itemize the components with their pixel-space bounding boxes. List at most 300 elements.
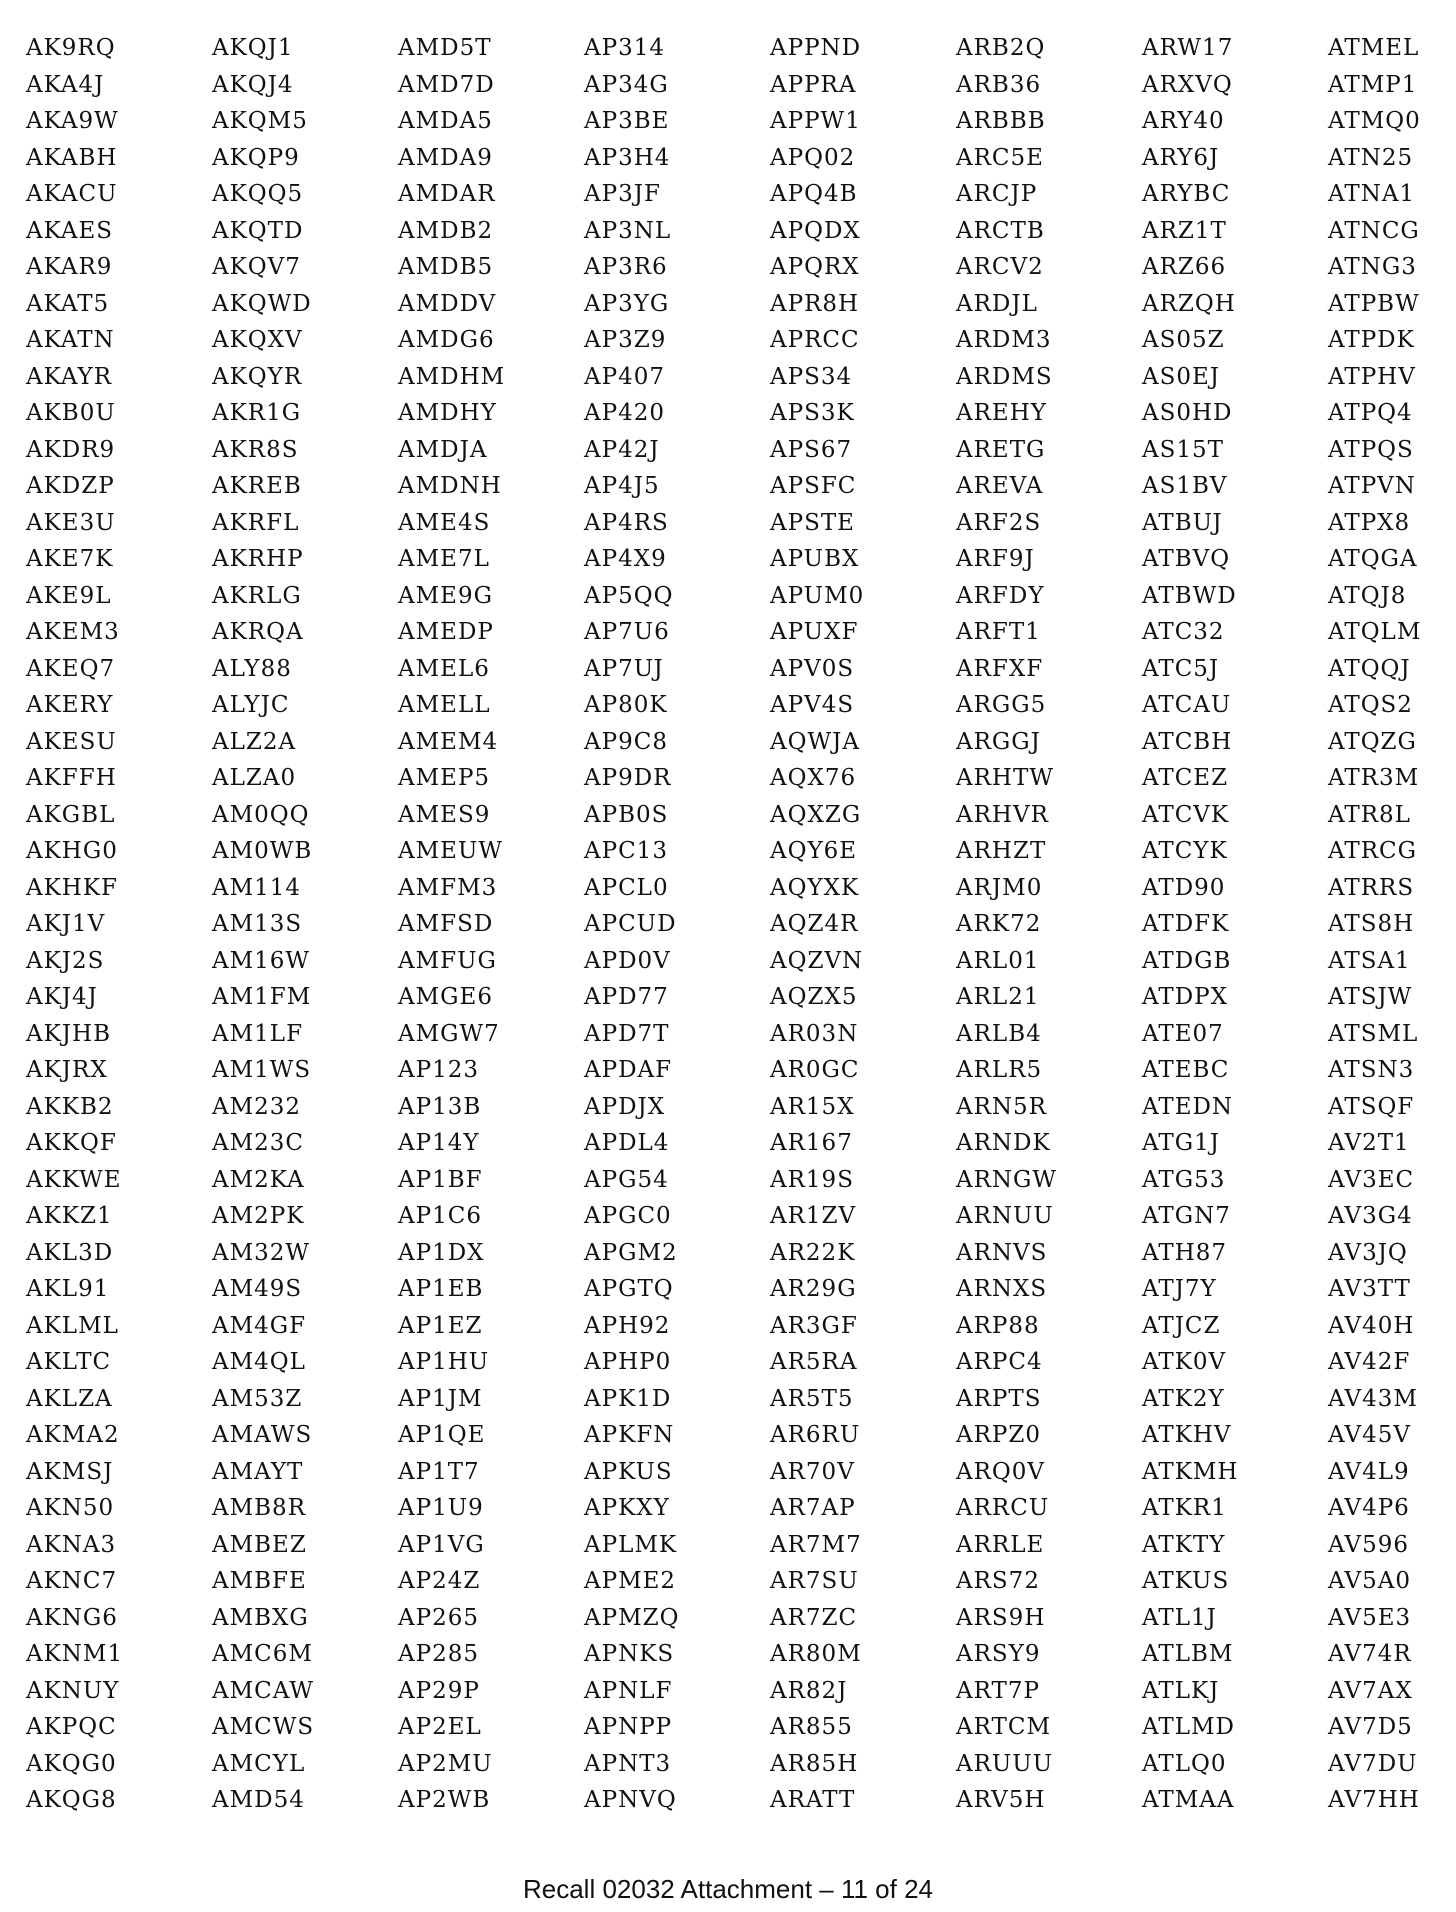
code-cell: ARS9H: [956, 1604, 1046, 1631]
code-cell: AKDR9: [26, 436, 116, 463]
code-cell: AKJHB: [26, 1020, 111, 1047]
code-cell: AP1EB: [398, 1276, 484, 1302]
code-cell: AM114: [212, 874, 302, 901]
code-cell: AMDAR: [398, 181, 496, 207]
code-cell: AKR1G: [212, 400, 302, 426]
code-cell: AKQXV: [212, 327, 303, 353]
code-cell: APQ02: [770, 144, 856, 171]
code-cell: AKAES: [26, 217, 114, 244]
code-cell: AKQJ4: [212, 71, 294, 98]
code-cell: APSFC: [770, 473, 857, 499]
code-cell: APHP0: [584, 1349, 672, 1375]
code-cell: ARDMS: [956, 363, 1053, 390]
code-cell: APKXY: [584, 1495, 670, 1521]
code-cell: APGC0: [584, 1203, 672, 1229]
code-cell: AR7SU: [770, 1568, 859, 1594]
code-cell: AKKWE: [26, 1166, 122, 1193]
code-cell: AKQWD: [212, 290, 312, 317]
code-cell: APNVQ: [584, 1787, 677, 1813]
code-cell: AKNM1: [26, 1641, 124, 1667]
code-cell: APCUD: [584, 911, 677, 937]
code-cell: ATR8L: [1328, 801, 1411, 828]
vin-code-grid: [26, 30, 1456, 1819]
code-cell: AP14Y: [398, 1130, 480, 1156]
code-cell: ARPTS: [956, 1385, 1042, 1412]
code-cell: AKEM3: [26, 619, 120, 645]
code-cell: ATSQF: [1328, 1093, 1415, 1120]
page-footer: Recall 02032 Attachment – 11 of 24: [522, 1874, 934, 1904]
code-cell: ATLQ0: [1142, 1750, 1227, 1777]
code-cell: AP7UJ: [584, 655, 664, 682]
code-cell: AKLZA: [26, 1385, 113, 1412]
code-cell: AQZVN: [770, 947, 864, 974]
code-cell: AMD54: [212, 1787, 305, 1813]
code-cell: AMDG6: [398, 327, 495, 353]
code-cell: APC13: [584, 838, 668, 864]
code-cell: ATS8H: [1328, 911, 1415, 937]
code-cell: AKFFH: [26, 765, 117, 791]
code-cell: APV0S: [770, 655, 855, 682]
code-cell: AKQV7: [212, 254, 301, 280]
code-cell: AMDJA: [398, 436, 488, 463]
code-cell: APG54: [584, 1166, 669, 1193]
code-cell: AKABH: [26, 144, 118, 171]
code-cell: AKREB: [212, 473, 302, 499]
code-cell: AS05Z: [1142, 327, 1225, 353]
code-cell: APNT3: [584, 1750, 672, 1777]
code-cell: AMDA9: [398, 144, 493, 171]
code-cell: AP2EL: [398, 1714, 482, 1740]
code-cell: AQXZG: [770, 801, 862, 828]
code-cell: AP2MU: [398, 1750, 493, 1777]
code-cell: AP1BF: [398, 1166, 483, 1193]
code-cell: ARFT1: [956, 619, 1041, 645]
code-cell: APDL4: [584, 1130, 670, 1156]
code-cell: AR7AP: [770, 1495, 856, 1521]
code-cell: AP123: [398, 1057, 479, 1083]
code-cell: AV5A0: [1328, 1568, 1411, 1594]
code-cell: AM1WS: [212, 1057, 312, 1083]
code-cell: AP420: [584, 400, 665, 426]
code-cell: AKMSJ: [26, 1458, 114, 1485]
code-cell: AMEP5: [398, 765, 491, 791]
code-cell: AM0WB: [212, 838, 313, 864]
code-cell: APB0S: [584, 801, 669, 828]
code-cell: ATG53: [1142, 1166, 1226, 1193]
code-cell: AR70V: [770, 1458, 855, 1485]
code-cell: AV3G4: [1328, 1203, 1413, 1229]
code-cell: AKKZ1: [26, 1203, 113, 1229]
code-cell: AKRLG: [212, 582, 302, 609]
code-cell: ATMP1: [1328, 71, 1418, 98]
code-cell: AP3JF: [584, 181, 661, 207]
code-cell: AP3R6: [584, 254, 668, 280]
code-cell: AKQM5: [212, 108, 308, 134]
code-cell: APQDX: [770, 217, 861, 244]
code-cell: AK9RQ: [26, 35, 116, 61]
code-cell: AMDHY: [398, 400, 497, 426]
code-cell: ATPX8: [1328, 509, 1411, 536]
code-cell: APKUS: [584, 1458, 673, 1485]
code-cell: ARHVR: [956, 801, 1049, 828]
code-cell: APCL0: [584, 874, 669, 901]
code-cell: ARGG5: [956, 692, 1047, 718]
code-cell: ATDPX: [1142, 984, 1228, 1010]
code-cell: AP1DX: [398, 1239, 485, 1266]
code-cell: ARZQH: [1142, 290, 1236, 317]
code-cell: AM232: [212, 1093, 302, 1120]
code-cell: AMCWS: [212, 1714, 315, 1740]
code-cell: AM53Z: [212, 1385, 303, 1412]
code-cell: ATCEZ: [1142, 765, 1229, 791]
code-cell: ARHTW: [956, 765, 1054, 791]
code-cell: APLMK: [584, 1531, 678, 1558]
code-cell: AR82J: [770, 1677, 848, 1704]
code-cell: AKA4J: [26, 71, 105, 98]
code-cell: AP1QE: [398, 1422, 486, 1448]
code-cell: AV42F: [1328, 1349, 1411, 1375]
code-cell: AMDA5: [398, 108, 493, 134]
code-cell: APS3K: [770, 400, 855, 426]
code-cell: ARDM3: [956, 327, 1052, 353]
code-cell: ATSA1: [1328, 947, 1411, 974]
code-cell: ATSML: [1328, 1020, 1419, 1047]
code-cell: ATCYK: [1142, 838, 1228, 864]
code-cell: AM32W: [212, 1239, 311, 1266]
code-cell: AKNC7: [26, 1568, 118, 1594]
code-cell: AKR8S: [212, 436, 299, 463]
code-cell: ATRRS: [1328, 874, 1415, 901]
code-cell: APNKS: [584, 1641, 675, 1667]
code-cell: APQ4B: [770, 181, 858, 207]
code-cell: ATPQ4: [1328, 400, 1413, 426]
code-cell: APGM2: [584, 1239, 678, 1266]
code-cell: AMDHM: [398, 363, 506, 390]
code-cell: APRCC: [770, 327, 860, 353]
code-cell: ATSJW: [1328, 984, 1413, 1010]
code-cell: AKE7K: [26, 546, 114, 572]
code-cell: AKLTC: [26, 1349, 112, 1375]
code-cell: ARYBC: [1142, 181, 1231, 207]
code-cell: APH92: [584, 1312, 671, 1339]
code-cell: ATC32: [1142, 619, 1225, 645]
code-cell: AKN50: [26, 1495, 115, 1521]
code-cell: ARGGJ: [956, 728, 1041, 755]
code-cell: AKESU: [26, 728, 117, 755]
code-cell: ALYJC: [212, 692, 290, 718]
code-cell: APNPP: [584, 1714, 673, 1740]
code-cell: ARNXS: [956, 1276, 1048, 1302]
code-cell: AP314: [584, 35, 665, 61]
code-cell: AKNA3: [26, 1531, 117, 1558]
code-cell: ARSY9: [956, 1641, 1041, 1667]
code-cell: AKL91: [26, 1276, 110, 1302]
code-cell: ATLBM: [1142, 1641, 1234, 1667]
code-cell: AKGBL: [26, 801, 116, 828]
code-cell: AP9C8: [584, 728, 668, 755]
code-cell: ATPBW: [1328, 290, 1420, 317]
code-cell: AKJ1V: [26, 911, 106, 937]
code-cell: ATPVN: [1328, 473, 1416, 499]
code-cell: AMDB2: [398, 217, 494, 244]
code-cell: AM1LF: [212, 1020, 304, 1047]
code-cell: AS1BV: [1142, 473, 1228, 499]
code-cell: ATCBH: [1142, 728, 1233, 755]
code-cell: ATMAA: [1142, 1787, 1235, 1813]
code-cell: AM2KA: [212, 1166, 305, 1193]
code-cell: AR19S: [770, 1166, 854, 1193]
code-cell: AR6RU: [770, 1422, 861, 1448]
code-cell: ATSN3: [1328, 1057, 1415, 1083]
code-cell: AP407: [584, 363, 665, 390]
code-cell: AV4P6: [1328, 1495, 1410, 1521]
code-cell: AR167: [770, 1130, 853, 1156]
code-cell: ARP88: [956, 1312, 1040, 1339]
code-cell: AP2WB: [398, 1787, 491, 1813]
code-cell: ATKUS: [1142, 1568, 1230, 1594]
code-cell: ATL1J: [1142, 1604, 1217, 1631]
code-cell: AP1T7: [398, 1458, 480, 1485]
code-cell: ARFDY: [956, 582, 1045, 609]
code-cell: ATNG3: [1328, 254, 1417, 280]
code-cell: AKKQF: [26, 1130, 117, 1156]
code-cell: AS0HD: [1142, 400, 1233, 426]
code-cell: AM1FM: [212, 984, 312, 1010]
code-cell: ATK2Y: [1142, 1385, 1225, 1412]
code-cell: AMDB5: [398, 254, 494, 280]
code-cell: APPW1: [770, 108, 861, 134]
code-cell: AKNG6: [26, 1604, 118, 1631]
code-cell: AKKB2: [26, 1093, 114, 1120]
code-cell: AV74R: [1328, 1641, 1412, 1667]
code-cell: ATQS2: [1328, 692, 1413, 718]
code-cell: APS67: [770, 436, 853, 463]
code-cell: AKAT5: [26, 290, 110, 317]
code-cell: AV5E3: [1328, 1604, 1412, 1631]
code-cell: AQYXK: [770, 874, 860, 901]
code-cell: AKAYR: [26, 363, 113, 390]
code-cell: AQZX5: [770, 984, 858, 1010]
code-cell: APV4S: [770, 692, 855, 718]
code-cell: AP3NL: [584, 217, 672, 244]
code-cell: AR3GF: [770, 1312, 858, 1339]
code-cell: AM4GF: [212, 1312, 307, 1339]
code-cell: AKRFL: [212, 509, 300, 536]
code-cell: AMD5T: [398, 35, 492, 61]
code-cell: ATKHV: [1142, 1422, 1232, 1448]
code-cell: AKQG8: [26, 1787, 117, 1813]
code-cell: AMFUG: [398, 947, 497, 974]
code-cell: ATQJ8: [1328, 582, 1407, 609]
code-cell: ATQGA: [1328, 546, 1418, 572]
code-cell: AP3BE: [584, 108, 670, 134]
code-cell: AR03N: [770, 1020, 859, 1047]
code-cell: AKDZP: [26, 473, 115, 499]
code-cell: ARF2S: [956, 509, 1042, 536]
code-cell: ATBWD: [1142, 582, 1237, 609]
code-cell: APDJX: [584, 1093, 666, 1120]
code-cell: AMBFE: [212, 1568, 307, 1594]
code-cell: AKRHP: [212, 546, 304, 572]
code-cell: AP3YG: [584, 290, 670, 317]
code-cell: ATQLM: [1328, 619, 1422, 645]
code-cell: ARZ1T: [1142, 217, 1227, 244]
code-cell: AV7D5: [1328, 1714, 1413, 1740]
code-cell: APPRA: [770, 71, 857, 98]
code-cell: AMCAW: [212, 1677, 315, 1704]
code-cell: APPND: [770, 35, 862, 61]
code-cell: AM23C: [212, 1130, 305, 1156]
code-cell: AV3JQ: [1328, 1239, 1408, 1266]
code-cell: ATE07: [1142, 1020, 1224, 1047]
code-cell: ARB2Q: [956, 35, 1046, 61]
code-cell: AME9G: [398, 582, 493, 609]
code-cell: ATNA1: [1328, 181, 1416, 207]
code-cell: AMGE6: [398, 984, 493, 1010]
code-cell: ATJCZ: [1142, 1312, 1221, 1339]
code-cell: ARN5R: [956, 1093, 1048, 1120]
code-cell: ATMQ0: [1328, 108, 1421, 134]
code-cell: APK1D: [584, 1385, 672, 1412]
code-cell: ATD90: [1142, 874, 1226, 901]
code-cell: ALY88: [212, 655, 292, 682]
code-cell: AV3EC: [1328, 1166, 1415, 1193]
code-cell: AKLML: [26, 1312, 119, 1339]
code-cell: ARCJP: [956, 181, 1038, 207]
code-cell: AR15X: [770, 1093, 855, 1120]
code-cell: ARUUU: [956, 1750, 1054, 1777]
code-cell: AV4L9: [1328, 1458, 1410, 1485]
code-cell: ARZ66: [1142, 254, 1227, 280]
code-cell: AKJ4J: [26, 984, 98, 1010]
code-cell: AR5T5: [770, 1385, 854, 1412]
code-cell: ATKTY: [1142, 1531, 1226, 1558]
code-cell: ARLR5: [956, 1057, 1043, 1083]
code-cell: APD7T: [584, 1020, 670, 1047]
code-cell: ARC5E: [956, 144, 1044, 171]
code-cell: AV2T1: [1328, 1130, 1410, 1156]
code-cell: AM13S: [212, 911, 303, 937]
code-cell: ARNDK: [956, 1130, 1051, 1156]
code-cell: ARRCU: [956, 1495, 1050, 1521]
code-cell: AKQG0: [26, 1750, 117, 1777]
code-cell: AR29G: [770, 1276, 857, 1302]
code-cell: ATBVQ: [1142, 546, 1231, 572]
code-cell: AKQYR: [212, 363, 303, 390]
code-cell: AMDNH: [398, 473, 502, 499]
code-cell: AS0EJ: [1142, 363, 1221, 390]
code-cell: ARW17: [1142, 35, 1234, 61]
code-cell: AV7HH: [1328, 1787, 1420, 1813]
code-cell: AMC6M: [212, 1641, 313, 1667]
code-cell: AMEM4: [398, 728, 499, 755]
code-cell: APUM0: [770, 582, 865, 609]
code-cell: AKJ2S: [26, 947, 105, 974]
code-cell: ATR3M: [1328, 765, 1420, 791]
code-cell: AMDDV: [398, 290, 497, 317]
code-cell: AP13B: [398, 1093, 482, 1120]
code-cell: AMCYL: [212, 1750, 306, 1777]
code-cell: ARXVQ: [1142, 71, 1233, 98]
code-cell: ATJ7Y: [1142, 1276, 1217, 1302]
code-cell: AP9DR: [584, 765, 672, 791]
code-cell: AMEUW: [398, 838, 503, 864]
code-cell: AKERY: [26, 692, 114, 718]
code-cell: AM0QQ: [212, 801, 310, 828]
code-cell: ATEBC: [1142, 1057, 1230, 1083]
code-cell: AKA9W: [26, 108, 119, 134]
code-cell: AM4QL: [212, 1349, 306, 1375]
code-cell: AKATN: [26, 327, 115, 353]
code-cell: AMEDP: [398, 619, 494, 645]
code-cell: AP1C6: [398, 1203, 482, 1229]
code-cell: AKAR9: [26, 254, 113, 280]
code-cell: ARHZT: [956, 838, 1047, 864]
code-cell: AKQP9: [212, 144, 300, 171]
code-cell: ATCAU: [1142, 692, 1232, 718]
code-cell: ATG1J: [1142, 1130, 1220, 1156]
code-cell: ARY40: [1142, 108, 1225, 134]
code-cell: AV45V: [1328, 1422, 1411, 1448]
code-cell: ATKMH: [1142, 1458, 1239, 1485]
code-cell: AMES9: [398, 801, 491, 828]
code-cell: APR8H: [770, 290, 860, 317]
code-cell: ATN25: [1328, 144, 1414, 171]
code-cell: AP1EZ: [398, 1312, 483, 1339]
code-cell: APNLF: [584, 1677, 673, 1704]
code-cell: AV43M: [1328, 1385, 1418, 1412]
code-cell: ARY6J: [1142, 144, 1220, 171]
code-cell: ARATT: [770, 1787, 856, 1813]
code-cell: APME2: [584, 1568, 677, 1594]
code-cell: ARPC4: [956, 1349, 1043, 1375]
code-cell: AME4S: [398, 509, 491, 536]
code-cell: AKHG0: [26, 838, 118, 864]
code-cell: AQY6E: [770, 838, 858, 864]
code-cell: ATQZG: [1328, 728, 1417, 755]
code-cell: AP29P: [398, 1677, 480, 1704]
code-cell: ARV5H: [956, 1787, 1046, 1813]
code-cell: AMFSD: [398, 911, 494, 937]
code-cell: AV7AX: [1328, 1677, 1413, 1704]
code-cell: AMGW7: [398, 1020, 500, 1047]
code-cell: AP3H4: [584, 144, 671, 171]
code-cell: AP4X9: [584, 546, 667, 572]
code-cell: ALZ2A: [212, 728, 297, 755]
code-cell: ATLMD: [1142, 1714, 1235, 1740]
code-cell: AKQQ5: [212, 181, 304, 207]
code-cell: APS34: [770, 363, 853, 390]
code-cell: ATPDK: [1328, 327, 1415, 353]
code-cell: ATLKJ: [1142, 1677, 1220, 1704]
code-cell: AP1U9: [398, 1495, 484, 1521]
code-cell: AREVA: [956, 473, 1044, 499]
code-cell: AV596: [1328, 1531, 1409, 1558]
code-cell: AKMA2: [26, 1422, 120, 1448]
code-cell: AMELL: [398, 692, 491, 718]
code-cell: AP7U6: [584, 619, 670, 645]
code-cell: AMBEZ: [212, 1531, 307, 1558]
code-cell: AKPQC: [26, 1714, 117, 1740]
code-cell: AP3Z9: [584, 327, 667, 353]
code-cell: ARDJL: [956, 290, 1038, 317]
code-cell: ATEDN: [1142, 1093, 1234, 1120]
code-cell: ATK0V: [1142, 1349, 1227, 1375]
code-cell: AREHY: [956, 400, 1047, 426]
code-cell: AKE9L: [26, 582, 112, 609]
code-cell: AV3TT: [1328, 1276, 1411, 1302]
code-cell: AP80K: [584, 692, 668, 718]
